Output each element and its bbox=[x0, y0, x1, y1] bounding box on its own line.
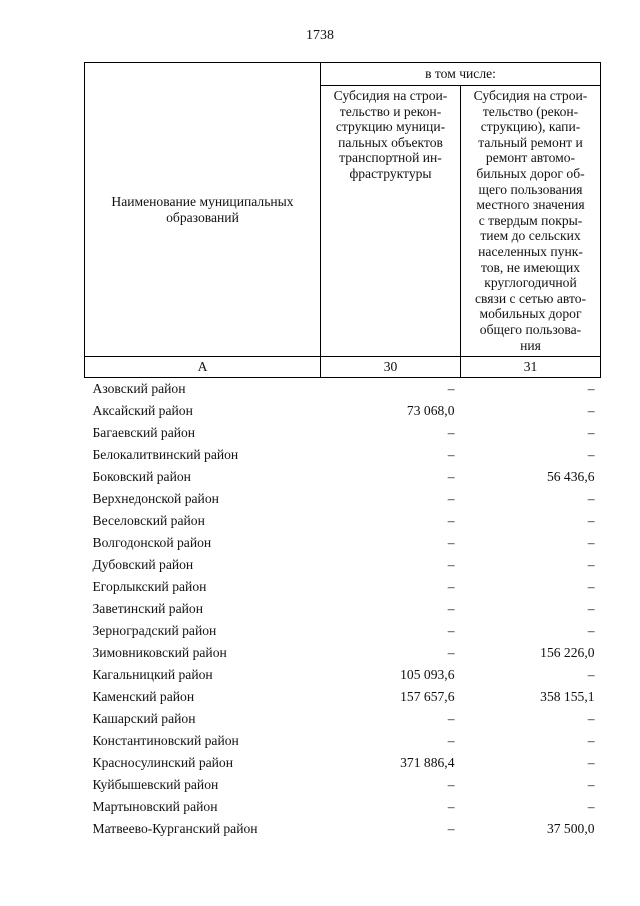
index-30: 30 bbox=[321, 357, 461, 378]
district-name: Каменский район bbox=[92, 689, 195, 704]
table-row bbox=[85, 532, 601, 554]
value-31: – bbox=[587, 755, 595, 770]
column-31-title bbox=[464, 88, 597, 353]
value-31: – bbox=[587, 667, 595, 682]
column-30-title bbox=[324, 88, 457, 182]
column-30-title-line: Субсидия на строи- bbox=[333, 88, 448, 103]
table-row bbox=[85, 620, 601, 642]
column-31-title-line: связи с сетью авто- bbox=[474, 290, 587, 306]
value-31: – bbox=[587, 535, 595, 550]
column-31-title-line: тов, не имеющих bbox=[480, 259, 581, 275]
district-name: Кашарский район bbox=[92, 711, 196, 726]
column-30-title-line: фраструктуры bbox=[349, 165, 432, 181]
district-name: Белокалитвинский район bbox=[92, 447, 239, 462]
column-30-title-line: транспортной ин- bbox=[339, 150, 442, 166]
value-30: – bbox=[447, 447, 455, 462]
value-31: – bbox=[587, 513, 595, 528]
value-30: – bbox=[447, 645, 455, 660]
value-31: – bbox=[587, 557, 595, 572]
district-name: Константиновский район bbox=[92, 733, 239, 748]
table-row bbox=[85, 774, 601, 796]
district-name: Аксайский район bbox=[92, 403, 193, 418]
value-31: – bbox=[587, 425, 595, 440]
district-name: Багаевский район bbox=[92, 425, 196, 440]
table-row bbox=[85, 664, 601, 686]
column-31-title-line: тальный ремонт и bbox=[478, 134, 583, 150]
table-row bbox=[85, 598, 601, 620]
column-31-title-line: тельство (рекон- bbox=[482, 103, 579, 119]
value-30: 157 657,6 bbox=[400, 689, 455, 704]
value-30: – bbox=[447, 623, 455, 638]
column-31-header bbox=[461, 86, 601, 357]
column-31-title-line: ремонт автомо- bbox=[485, 150, 576, 166]
column-31-title-line: с твердым покры- bbox=[478, 212, 583, 228]
table-row bbox=[85, 730, 601, 752]
column-31-title-line: общего пользова- bbox=[479, 321, 582, 337]
value-30: – bbox=[447, 821, 455, 836]
value-30: 105 093,6 bbox=[400, 667, 455, 682]
column-31-title-line: местного значения bbox=[476, 197, 585, 213]
value-31: – bbox=[587, 711, 595, 726]
value-31: – bbox=[587, 491, 595, 506]
group-header: в том числе: bbox=[321, 63, 601, 86]
column-31-title-line: ния bbox=[520, 337, 541, 353]
district-name: Егорлыкский район bbox=[92, 579, 207, 594]
value-30: – bbox=[447, 513, 455, 528]
district-name: Веселовский район bbox=[92, 513, 205, 528]
table-row bbox=[85, 400, 601, 422]
value-31: – bbox=[587, 623, 595, 638]
name-column-header: Наименование муниципальных образований bbox=[85, 63, 321, 357]
column-31-title-line: бильных дорог об- bbox=[476, 165, 585, 181]
district-name: Азовский район bbox=[92, 381, 186, 396]
value-31: 358 155,1 bbox=[540, 689, 595, 704]
value-30: 73 068,0 bbox=[406, 403, 455, 418]
table-row bbox=[85, 752, 601, 774]
value-31: – bbox=[587, 733, 595, 748]
value-31: – bbox=[587, 403, 595, 418]
column-30-header bbox=[321, 86, 461, 357]
value-31: – bbox=[587, 777, 595, 792]
district-name: Волгодонской район bbox=[92, 535, 212, 550]
value-31: – bbox=[587, 579, 595, 594]
table-row bbox=[85, 378, 601, 401]
table-row bbox=[85, 642, 601, 664]
subsidy-table bbox=[84, 62, 600, 840]
column-30-title-line: струкцию муници- bbox=[335, 119, 446, 135]
value-30: – bbox=[447, 425, 455, 440]
table-header bbox=[85, 63, 601, 378]
table-row bbox=[85, 576, 601, 598]
value-30: – bbox=[447, 469, 455, 484]
column-31-title-line: мобильных дорог bbox=[479, 306, 582, 322]
column-31-title-line: населенных пунк- bbox=[478, 243, 583, 259]
value-30: – bbox=[447, 491, 455, 506]
table-row bbox=[85, 818, 601, 840]
value-30: – bbox=[447, 579, 455, 594]
value-30: 371 886,4 bbox=[400, 755, 455, 770]
column-30-title-line: пальных объектов bbox=[338, 134, 443, 150]
value-30: – bbox=[447, 777, 455, 792]
table-row bbox=[85, 444, 601, 466]
value-31: – bbox=[587, 601, 595, 616]
value-30: – bbox=[447, 381, 455, 396]
page-number: 1738 bbox=[306, 28, 334, 43]
value-31: 37 500,0 bbox=[546, 821, 595, 836]
table-row bbox=[85, 796, 601, 818]
district-name: Боковский район bbox=[92, 469, 191, 484]
value-31: 156 226,0 bbox=[540, 645, 595, 660]
value-30: – bbox=[447, 799, 455, 814]
value-30: – bbox=[447, 733, 455, 748]
table-row bbox=[85, 708, 601, 730]
district-name: Кагальницкий район bbox=[92, 667, 213, 682]
column-31-title-line: струкцию), капи- bbox=[480, 119, 581, 135]
district-name: Дубовский район bbox=[92, 557, 194, 572]
district-name: Зимовниковский район bbox=[92, 645, 227, 660]
table-row bbox=[85, 466, 601, 488]
district-name: Мартыновский район bbox=[92, 799, 218, 814]
table-row bbox=[85, 510, 601, 532]
table-row bbox=[85, 686, 601, 708]
value-31: 56 436,6 bbox=[546, 469, 595, 484]
column-31-title-line: тием до сельских bbox=[480, 228, 581, 244]
district-name: Куйбышевский район bbox=[92, 777, 219, 792]
district-name: Верхнедонской район bbox=[92, 491, 219, 506]
column-30-title-line: тельство и рекон- bbox=[339, 103, 442, 119]
value-30: – bbox=[447, 535, 455, 550]
column-31-title-line: круглогодичной bbox=[484, 275, 577, 291]
district-name: Красносулинский район bbox=[92, 755, 233, 770]
index-a: А bbox=[85, 357, 321, 378]
value-31: – bbox=[587, 381, 595, 396]
column-31-title-line: щего пользования bbox=[478, 181, 583, 197]
district-name: Зерноградский район bbox=[92, 623, 217, 638]
index-31: 31 bbox=[461, 357, 601, 378]
column-31-title-line: Субсидия на строи- bbox=[473, 88, 588, 103]
district-name: Заветинский район bbox=[92, 601, 203, 616]
table-row bbox=[85, 554, 601, 576]
value-30: – bbox=[447, 601, 455, 616]
district-name: Матвеево-Курганский район bbox=[92, 821, 258, 836]
value-31: – bbox=[587, 447, 595, 462]
table-body bbox=[85, 378, 601, 841]
value-30: – bbox=[447, 711, 455, 726]
value-30: – bbox=[447, 557, 455, 572]
value-31: – bbox=[587, 799, 595, 814]
table-row bbox=[85, 488, 601, 510]
table-row bbox=[85, 422, 601, 444]
